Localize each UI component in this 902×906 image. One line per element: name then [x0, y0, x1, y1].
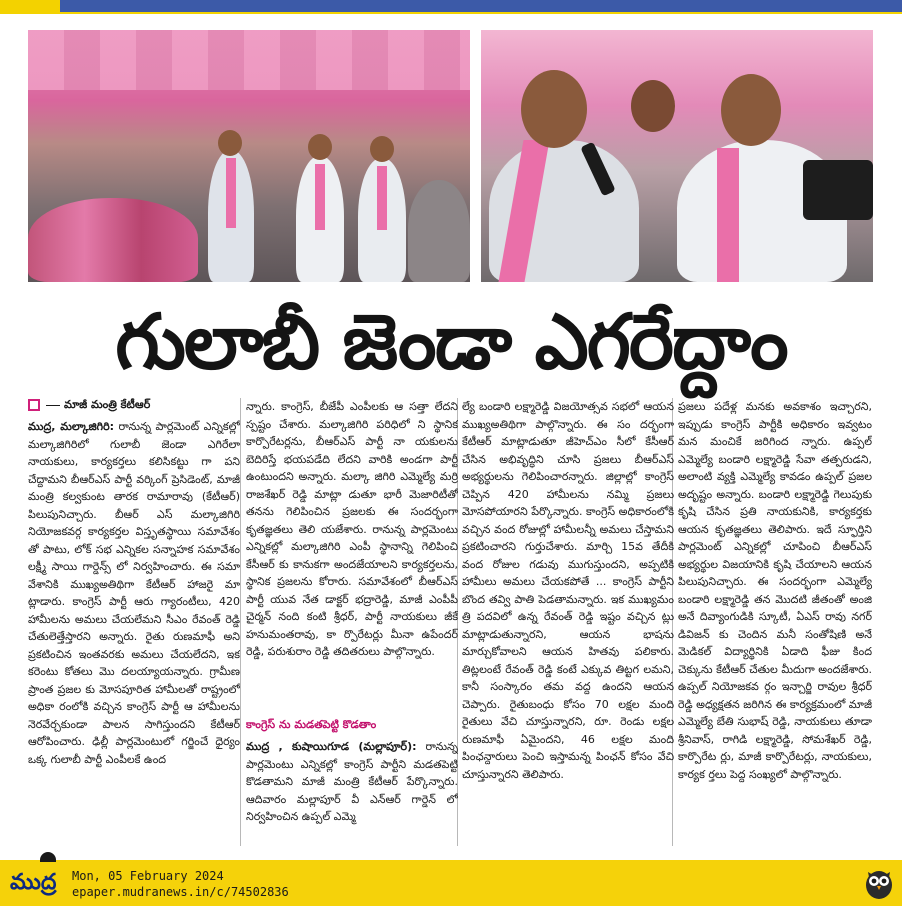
photo-seated-crowd: [28, 198, 198, 282]
photo-figure-head: [308, 134, 332, 160]
column-divider: [240, 398, 241, 846]
column-text: న్నారు. కాంగ్రెస్, బీజేపీ ఎంపీలకు ఆ సత్తా లేదని స్పష్టం చేశారు. మల్కాజిగిరి పరిధిలో ని స్థానిక కార్పొరేటర్లను, బీఆర్ఎస్ పార్టీ నా యకులను బెదిరిస్తే భయపడేది లేదని వారికి అండగా పార్టీ ఉంటుందని అన్నారు. మల్కా జిగిరి ఎమ్మెల్యే మర్రి రాజశేఖర్ రెడ్డి మాట్లా డుతూ భారీ మెజారిటీతో తనను గెలిపించిన ప్రజలకు ఈ సందర్భంగా కృతజ్ఞతలు తెలి యజేశారు. రానున్న పార్లమెంటు ఎన్నికల్లో మల్కాజిగిరి ఎంపీ స్థానాన్ని గెలిపించి కేసీఆర్ కు కానుకగా అందజేయాలని కార్యకర్తలను, స్థానిక ప్రజలను కోరారు. సమావేశంలో బీఆర్ఎస్ పార్టీ యువ నేత డాక్టర్ భద్రారెడ్డి, మాజీ ఎంపీపీ చైర్మన్ నంది కంటి శ్రీధర్, పార్టీ నాయకులు జీకే హనుమంతరావు, కా ర్పొరేటర్లు మీనా ఉపేందర్ రెడ్డి, పరుశురాం రెడ్డి తదితరులు పాల్గొన్నారు.: [246, 400, 458, 658]
footer-bar: [0, 860, 902, 906]
dateline: ముద్ర , కుషాయిగూడ (మల్లాపూర్):: [246, 740, 417, 753]
page-tab-marker: [40, 852, 56, 862]
photo-shawl: [717, 148, 739, 282]
article-column-4: [678, 398, 872, 844]
top-bar: [0, 0, 902, 14]
photo-seated-crowd: [408, 180, 470, 282]
camera-icon: [803, 160, 873, 220]
photo-shawl: [315, 164, 325, 230]
top-bar-strip: [60, 0, 902, 12]
byline: [28, 398, 238, 416]
article-column-2: [246, 398, 458, 708]
photo-backdrop-banner: [28, 30, 470, 90]
clip-url[interactable]: epaper.mudranews.in/c/74502836: [72, 885, 289, 899]
photo-figure-head: [370, 136, 394, 162]
photo-figure-head: [218, 130, 242, 156]
column-text: రానున్న పార్లమెంటు ఎన్నికల్లో కాంగ్రెస్ పార్టీని మడతపెట్టి కొడతామని మాజీ మంత్రి కేటీఆర్ పేర్కొన్నారు. ఆదివారం మల్లాపూర్ వీ ఎన్ఆర్ గార్డెన్ లో నిర్వహించిన ఉప్పల్ ఎమ్మె: [246, 740, 458, 823]
photo-figure-head: [631, 80, 675, 132]
photo-shawl: [226, 158, 236, 228]
column-text: రానున్న పార్లమెంట్ ఎన్నికల్లో మల్కాజిగిరిలో గులాబీ జెండా ఎగిరేలా నాయకులు, కార్యకర్తలు కలిసికట్టు గా పని చేద్దామని బీఆర్ఎస్ పార్టీ వర్కింగ్ ప్రెసిడెంట్, మాజీ మంత్రి కల్వకుంట తారక రామారావు (కేటీఆర్) పిలుపునిచ్చారు. బీఆర్ ఎస్ మల్కాజిగిరి నియోజకవర్గ కార్యకర్తల విస్తృతస్థాయి సమావేశం తో పాటు, లోక్ సభ ఎన్నికల సన్నాహక సమావేశం లక్ష్మీ సాయి గార్డెన్స్ లో నిర్వహించారు. ఈ సమా వేశానికి ముఖ్యఅతిథిగా కేటీఆర్ హాజరై మా ట్లాడారు. కాంగ్రెస్ పార్టీ ఆరు గ్యారంటీలు, 420 హామీలను అమలు చేయలేమని సీఎం రేవంత్ రెడ్డి చేతులెత్తేస్తారని అన్నారు. రైతు రుణమాఫీ అని ప్రకటించిన ఇంతవరకు అమలు చేయలేదని, ఇక కరెంటు కోతలు మొ దలయ్యాయన్నారు. గ్రామీణ ప్రాంత ప్రజల కు మోసపూరిత హామీలతో రాష్ట్రంలో అధికా రంలోకి వచ్చిన కాంగ్రెస్ పార్టీ ఆ హామీలను నెరవేర్చకుండా పాలన సాగిస్తుందని కేటీఆర్ ఆరోపించారు. ఢిల్లీ పార్లమెంటులో గర్జించే ధైర్యం ఒక్క గులాబీ పార్టీ ఎంపీలకే ఉంద: [28, 420, 240, 766]
edition-date: Mon, 05 February 2024: [72, 869, 224, 883]
photo-speaker: [481, 30, 873, 282]
photo-speaker-head: [521, 70, 587, 148]
byline-text: మాజీ మంత్రి కేటీఆర్: [64, 398, 151, 411]
column-text: ప్రజలు పదేళ్ల మనకు అవకాశం ఇచ్చారని, ఇప్పుడు కాంగ్రెస్ పార్టీకి అధికారం ఇవ్వటం మన మంచికే జరిగింద న్నారు. ఉప్పల్ ఎమ్మెల్యే బండారి లక్ష్మారెడ్డి సేవా తత్పరుడని, అలాంటి వ్యక్తి ఎమ్మెల్యే కావడం ఉప్పల్ ప్రజల అదృష్టం అన్నారు. బండారి లక్ష్మారెడ్డి గెలుపుకు కృషి చేసిన ప్రతి నాయకునికి, కార్యకర్తకు ఆయన కృతజ్ఞతలు తెలిపారు. ఇదే స్ఫూర్తిని పార్లమెంట్ ఎన్నికల్లో చూపించి బీఆర్ఎస్ అభ్యర్థుల విజయానికి కృషి చేయాలని ఆయన పిలుపునిచ్చారు. ఈ సందర్భంగా ఎమ్మెల్యే బండారి లక్ష్మారెడ్డి తన మొదటి జీతంతో అంజి అనే దివ్యాంగుడికి స్కూటీ, ఏఎస్ రావు నగర్ డివిజన్ కు చెందిన మనీ సంతోషిణి అనే మెడికల్ విద్యార్థినికి ఏడాది ఫీజు కింద చెక్కును కేటీఆర్ చేతుల మీదుగా అందజేశారు. ఉప్పల్ నియోజకవ ర్గం ఇన్చార్జి రావుల శ్రీధర్ రెడ్డి అధ్యక్షతన జరిగిన ఈ కార్యక్రమంలో మాజీ ఎమ్మెల్యే బేతి సుభాష్ రెడ్డి, నాయకులు తూడా శ్రీనివాస్, రాగిడి లక్ష్మారెడ్డి, సోమశేఖర్ రెడ్డి, కార్పొరేట ర్లు, మాజీ కార్పొరేటర్లు, నాయకులు, కార్యక ర్తలు పెద్ద సంఖ్యలో పాల్గొన్నారు.: [678, 400, 872, 781]
photo-figure-head: [721, 74, 781, 146]
dateline: ముద్ర, మల్కాజిగిరి:: [28, 420, 115, 433]
article-column-3: [462, 398, 674, 844]
dash-icon: [46, 405, 60, 406]
photo-stage-gathering: [28, 30, 470, 282]
headline: గులాబీ జెండా ఎగరేద్దాం: [115, 297, 787, 386]
article-column-1: [28, 418, 240, 846]
article-column-2-second-story: [246, 738, 458, 844]
subheading: కాంగ్రెస్ ను మడతపెట్టి కొడతాం: [246, 718, 377, 731]
brand-logo[interactable]: ముద్ర: [10, 870, 57, 895]
photo-shawl: [377, 166, 387, 230]
owl-mascot-icon: [864, 866, 894, 900]
square-bullet-icon: [28, 399, 40, 411]
column-text: ల్యే బండారి లక్ష్మారెడ్డి విజయోత్సవ సభలో ఆయన ముఖ్యఅతిథిగా పాల్గొన్నారు. ఈ సం దర్భంగా కేటీఆర్ మాట్లాడుతూ జీహెచ్ఎం సీలో కేసీఆర్ చేసిన అభివృద్ధిని చూసి ప్రజలు బీఆర్ఎస్ అభ్యర్థులను గెలిపించారన్నారు. జిల్లాల్లో కాంగ్రెస్ చెప్పిన 420 హామీలను నమ్మి ప్రజలు మోసపోయారని పేర్కొన్నారు. కాంగ్రెస్ అధికారంలోకి వచ్చిన వంద రోజుల్లో హామీలన్నీ అమలు చేస్తామని ప్రకటించారని గుర్తుచేశారు. మార్చి 15వ తేదీకి వంద రోజుల గడువు ముగుస్తుందని, అప్పటికి హామీలు అమలు చేయకపోతే ... కాంగ్రెస్ పార్టీని బొంద తవ్వి పాతి పెడతామన్నారు. ఇక ముఖ్యమం త్రి పదవిలో ఉన్న రేవంత్ రెడ్డి ఇష్టం వచ్చిన ట్లు మాట్లాడుతున్నారని, ఆయన భాషను మార్చుకోవాలని ఆయన హితవు పలికారు. తిట్లలంటే రేవంత్ రెడ్డి కంటే ఎక్కువ తిట్టగ లమని, కానీ సంస్కారం తమ వద్ద ఉందని ఆయన చెప్పారు. రైతుబంధు కోసం 70 లక్షల మంది రైతులు వేచి చూస్తున్నారని, రూ. రెండు లక్షల రుణమాఫీ ఏమైందని, 46 లక్షల మంది పింఛన్దారులు పెంచి ఇస్తామన్న పింఛన్ కోసం వేచి చూస్తున్నారని తెలిపారు.: [462, 400, 674, 781]
